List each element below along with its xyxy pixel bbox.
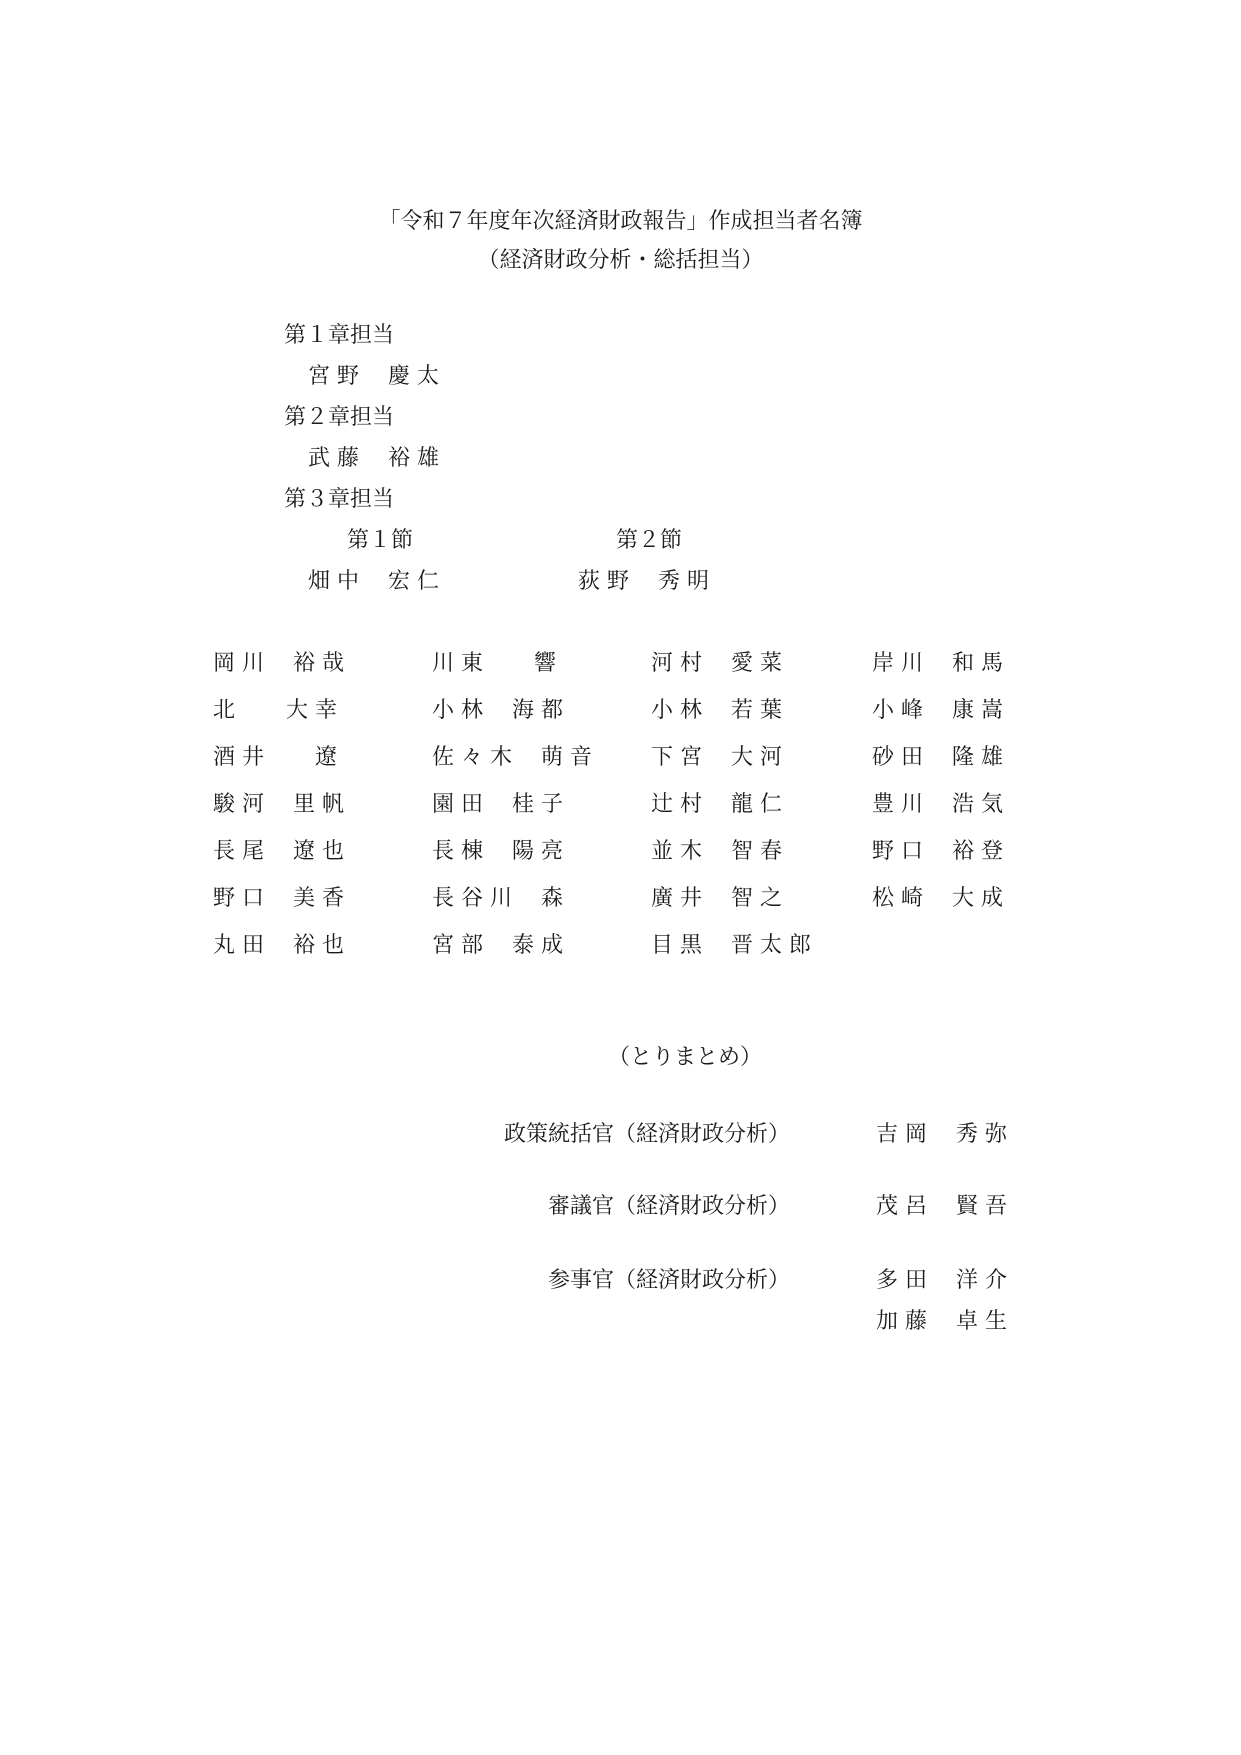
staff-name: 並 木 智 春 bbox=[651, 839, 782, 864]
staff-name: 松 崎 大 成 bbox=[872, 886, 1003, 911]
staff-name: 下 宮 大 河 bbox=[651, 745, 782, 770]
staff-name: 小 林 海 都 bbox=[432, 698, 563, 723]
summary-heading: （とりまとめ） bbox=[608, 1045, 763, 1070]
staff-name: 宮 部 泰 成 bbox=[432, 933, 563, 958]
staff-name: 河 村 愛 菜 bbox=[651, 651, 782, 676]
summary-name: 加 藤 卓 生 bbox=[876, 1309, 1007, 1334]
staff-name: 長 谷 川 森 bbox=[432, 886, 563, 911]
staff-name: 岸 川 和 馬 bbox=[872, 651, 1003, 676]
document-subtitle: （経済財政分析・総括担当） bbox=[477, 248, 764, 273]
chapter-2-member: 武 藤 裕 雄 bbox=[308, 446, 439, 471]
staff-name: 酒 井 遼 bbox=[213, 745, 337, 770]
chapter-3-section-2-member: 荻 野 秀 明 bbox=[578, 569, 709, 594]
staff-name: 丸 田 裕 也 bbox=[213, 933, 344, 958]
summary-name: 茂 呂 賢 吾 bbox=[876, 1194, 1007, 1219]
staff-name: 園 田 桂 子 bbox=[432, 792, 563, 817]
chapter-3-section-2-label: 第２節 bbox=[616, 528, 683, 553]
summary-name: 多 田 洋 介 bbox=[876, 1268, 1007, 1293]
staff-name: 廣 井 智 之 bbox=[651, 886, 782, 911]
staff-name: 佐 々 木 萌 音 bbox=[432, 745, 592, 770]
staff-name: 野 口 裕 登 bbox=[872, 839, 1003, 864]
summary-role: 審議官（経済財政分析） bbox=[547, 1194, 790, 1219]
staff-name: 駿 河 里 帆 bbox=[213, 792, 344, 817]
chapter-3-section-1-member: 畑 中 宏 仁 bbox=[308, 569, 439, 594]
staff-name: 辻 村 龍 仁 bbox=[651, 792, 782, 817]
staff-name: 砂 田 隆 雄 bbox=[872, 745, 1003, 770]
staff-name: 長 棟 陽 亮 bbox=[432, 839, 563, 864]
staff-name: 豊 川 浩 気 bbox=[872, 792, 1003, 817]
chapter-2-heading: 第２章担当 bbox=[284, 405, 395, 430]
summary-role: 参事官（経済財政分析） bbox=[547, 1268, 790, 1293]
chapter-3-heading: 第３章担当 bbox=[284, 487, 395, 512]
staff-name: 野 口 美 香 bbox=[213, 886, 344, 911]
staff-name: 岡 川 裕 哉 bbox=[213, 651, 344, 676]
chapter-3-section-1-label: 第１節 bbox=[347, 528, 414, 553]
summary-role: 政策統括官（経済財政分析） bbox=[503, 1122, 790, 1147]
staff-name: 北 大 幸 bbox=[213, 698, 337, 723]
staff-name: 小 峰 康 嵩 bbox=[872, 698, 1003, 723]
chapter-1-member: 宮 野 慶 太 bbox=[308, 364, 439, 389]
summary-name: 吉 岡 秀 弥 bbox=[876, 1122, 1007, 1147]
chapter-1-heading: 第１章担当 bbox=[284, 323, 395, 348]
document-title: 「令和７年度年次経済財政報告」作成担当者名簿 bbox=[378, 209, 863, 234]
staff-name: 長 尾 遼 也 bbox=[213, 839, 344, 864]
staff-name: 川 東 響 bbox=[432, 651, 556, 676]
staff-name: 小 林 若 葉 bbox=[651, 698, 782, 723]
staff-name: 目 黒 晋 太 郎 bbox=[651, 933, 811, 958]
